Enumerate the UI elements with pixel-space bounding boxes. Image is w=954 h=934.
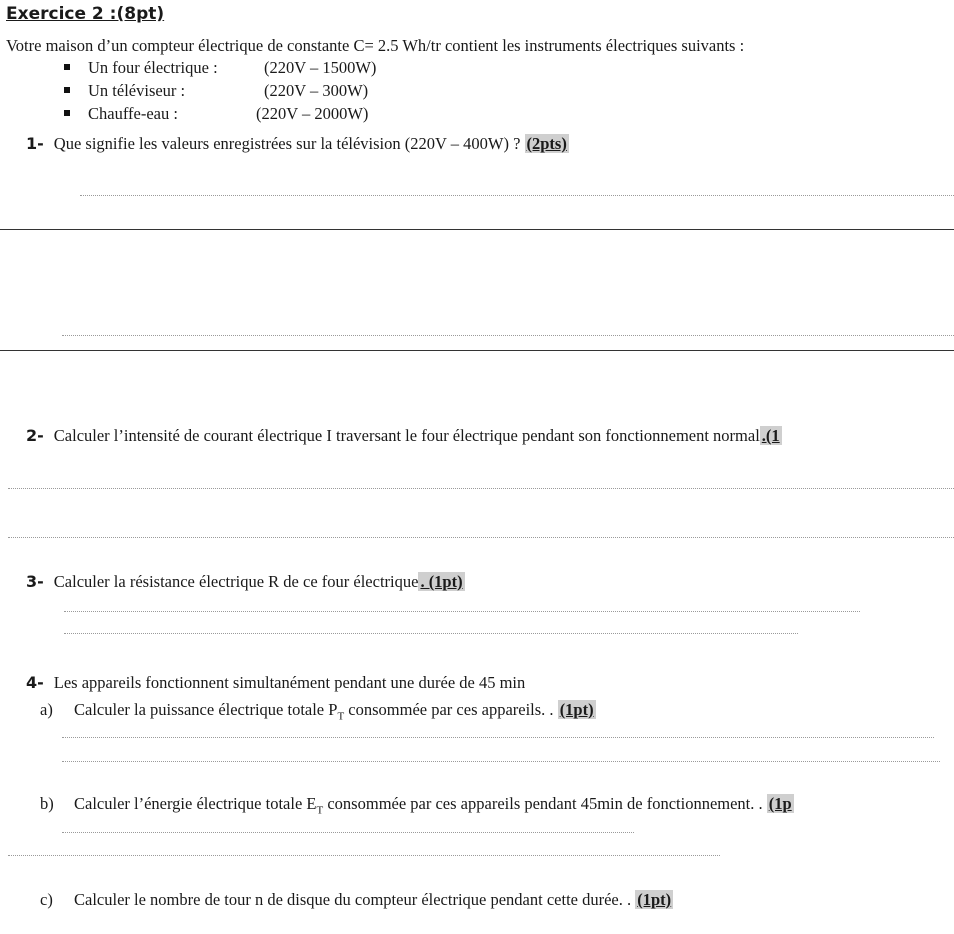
answer-line [8,488,954,489]
points-badge: .(1 [761,426,780,445]
question-number: 4- [26,673,44,692]
question-number: 3- [26,572,44,591]
question-text: Calculer la résistance électrique R de ce four électrique [53,572,419,591]
exercise-title: Exercice 2 :(8pt) [6,4,165,24]
bullet-square-icon [64,87,70,93]
divider-line [0,229,954,230]
intro-text: Votre maison d’un compteur électrique de constante C= 2.5 Wh/tr contient les instruments électriques suivants : [6,36,745,55]
sub-label: c) [40,890,53,909]
appliance-name: Chauffe-eau : [88,104,178,123]
points-badge: (1pt) [637,890,672,909]
bullet-square-icon [64,110,70,116]
answer-line [80,195,954,196]
question-3 [26,572,465,592]
question-text: Calculer le nombre de tour n de disque du compteur électrique pendant cette durée. . [74,890,632,909]
question-number: 2- [26,426,44,445]
appliance-rating: (220V – 2000W) [256,104,369,123]
question-text: Que signifie les valeurs enregistrées sur la télévision (220V – 400W) ? [53,134,521,153]
question-4c [40,890,673,910]
question-2 [26,426,782,446]
question-text: Calculer la puissance électrique totale P [74,700,338,719]
answer-line [62,737,934,738]
question-text: Les appareils fonctionnent simultanément pendant une durée de 45 min [53,673,526,692]
answer-line [8,855,720,856]
question-text: Calculer l’énergie électrique totale E [74,794,317,813]
appliance-item-oven [64,58,376,78]
question-text-rest: consommée par ces appareils. . [344,700,554,719]
answer-line [62,335,954,336]
question-4 [26,673,525,693]
subscript: T [316,804,324,817]
answer-line [64,611,860,612]
points-badge: . (1pt) [420,572,463,591]
divider-line [0,350,954,351]
appliance-item-tv [64,81,368,101]
question-4a [40,700,596,722]
bullet-square-icon [64,64,70,70]
subscript: T [337,710,345,723]
points-badge: (2pts) [526,134,567,153]
appliance-name: Un four électrique : [88,58,218,77]
points-badge: (1pt) [559,700,594,719]
answer-line [62,832,634,833]
appliance-item-heater [64,104,368,124]
question-4b [40,794,794,816]
answer-line [64,633,798,634]
appliance-name: Un téléviseur : [88,81,186,100]
question-text: Calculer l’intensité de courant électrique I traversant le four électrique pendant son fonctionnement normal [53,426,760,445]
appliance-rating: (220V – 300W) [264,81,369,100]
question-number: 1- [26,134,44,153]
sub-label: a) [40,700,53,719]
answer-line [8,537,954,538]
points-badge: (1p [768,794,792,813]
question-1 [26,134,569,154]
question-text-rest: consommée par ces appareils pendant 45min de fonctionnement. . [323,794,763,813]
answer-line [62,761,940,762]
appliance-rating: (220V – 1500W) [264,58,377,77]
sub-label: b) [40,794,54,813]
